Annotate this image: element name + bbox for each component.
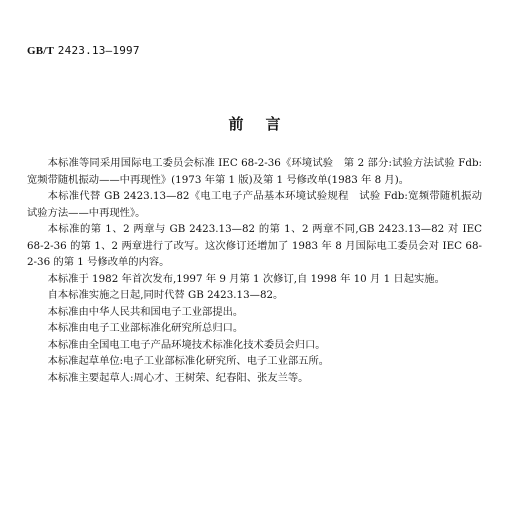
paragraph-history: 本标准于 1982 年首次发布,1997 年 9 月第 1 次修订,自 1998 年 10 月 1 日起实施。 [47, 272, 445, 285]
foreword-body [27, 155, 482, 386]
standard-header [27, 44, 140, 57]
page-title: 前言 [228, 115, 303, 133]
paragraph-administrator: 本标准由电子工业部标准化研究所总归口。 [47, 322, 244, 334]
paragraph-committee: 本标准由全国电工电子产品环境技术标准化技术委员会归口。 [47, 338, 326, 351]
standard-number: 2423.13—1997 [57, 44, 140, 57]
paragraph-drafters: 本标准主要起草人:周心才、王树荣、纪春阳、张友兰等。 [47, 371, 309, 384]
paragraph-supersede: 自本标准实施之日起,同时代替 GB 2423.13—82。 [47, 289, 284, 301]
paragraph-replaces: 本标准代替 GB 2423.13—82《电工电子产品基本环境试验规程 试验 Fdb:宽频带随机振动试验方法——中再现性》。 [27, 190, 482, 219]
standard-code: GB/T [27, 45, 55, 57]
paragraph-adoption: 本标准等同采用国际电工委员会标准 IEC 68-2-36《环境试验 第 2 部分:试验方法试验 Fdb:宽频带随机振动——中再现性》(1973 年第 1 版)及第 1 号修改单(1983 年 8 月)。 [27, 157, 482, 186]
paragraph-drafting-units: 本标准起草单位:电子工业部标准化研究所、电子工业部五所。 [47, 355, 330, 367]
paragraph-differences: 本标准的第 1、2 两章与 GB 2423.13—82 的第 1、2 两章不同,GB 2423.13—82 对 IEC 68-2-36 的第 1、2 两章进行了改写。这次修订还增加了 1983 年 8 月国际电工委员会对 IEC 68-2-36 的第 1 号修改单的内容。 [27, 223, 482, 268]
paragraph-proposer: 本标准由中华人民共和国电子工业部提出。 [47, 305, 244, 318]
